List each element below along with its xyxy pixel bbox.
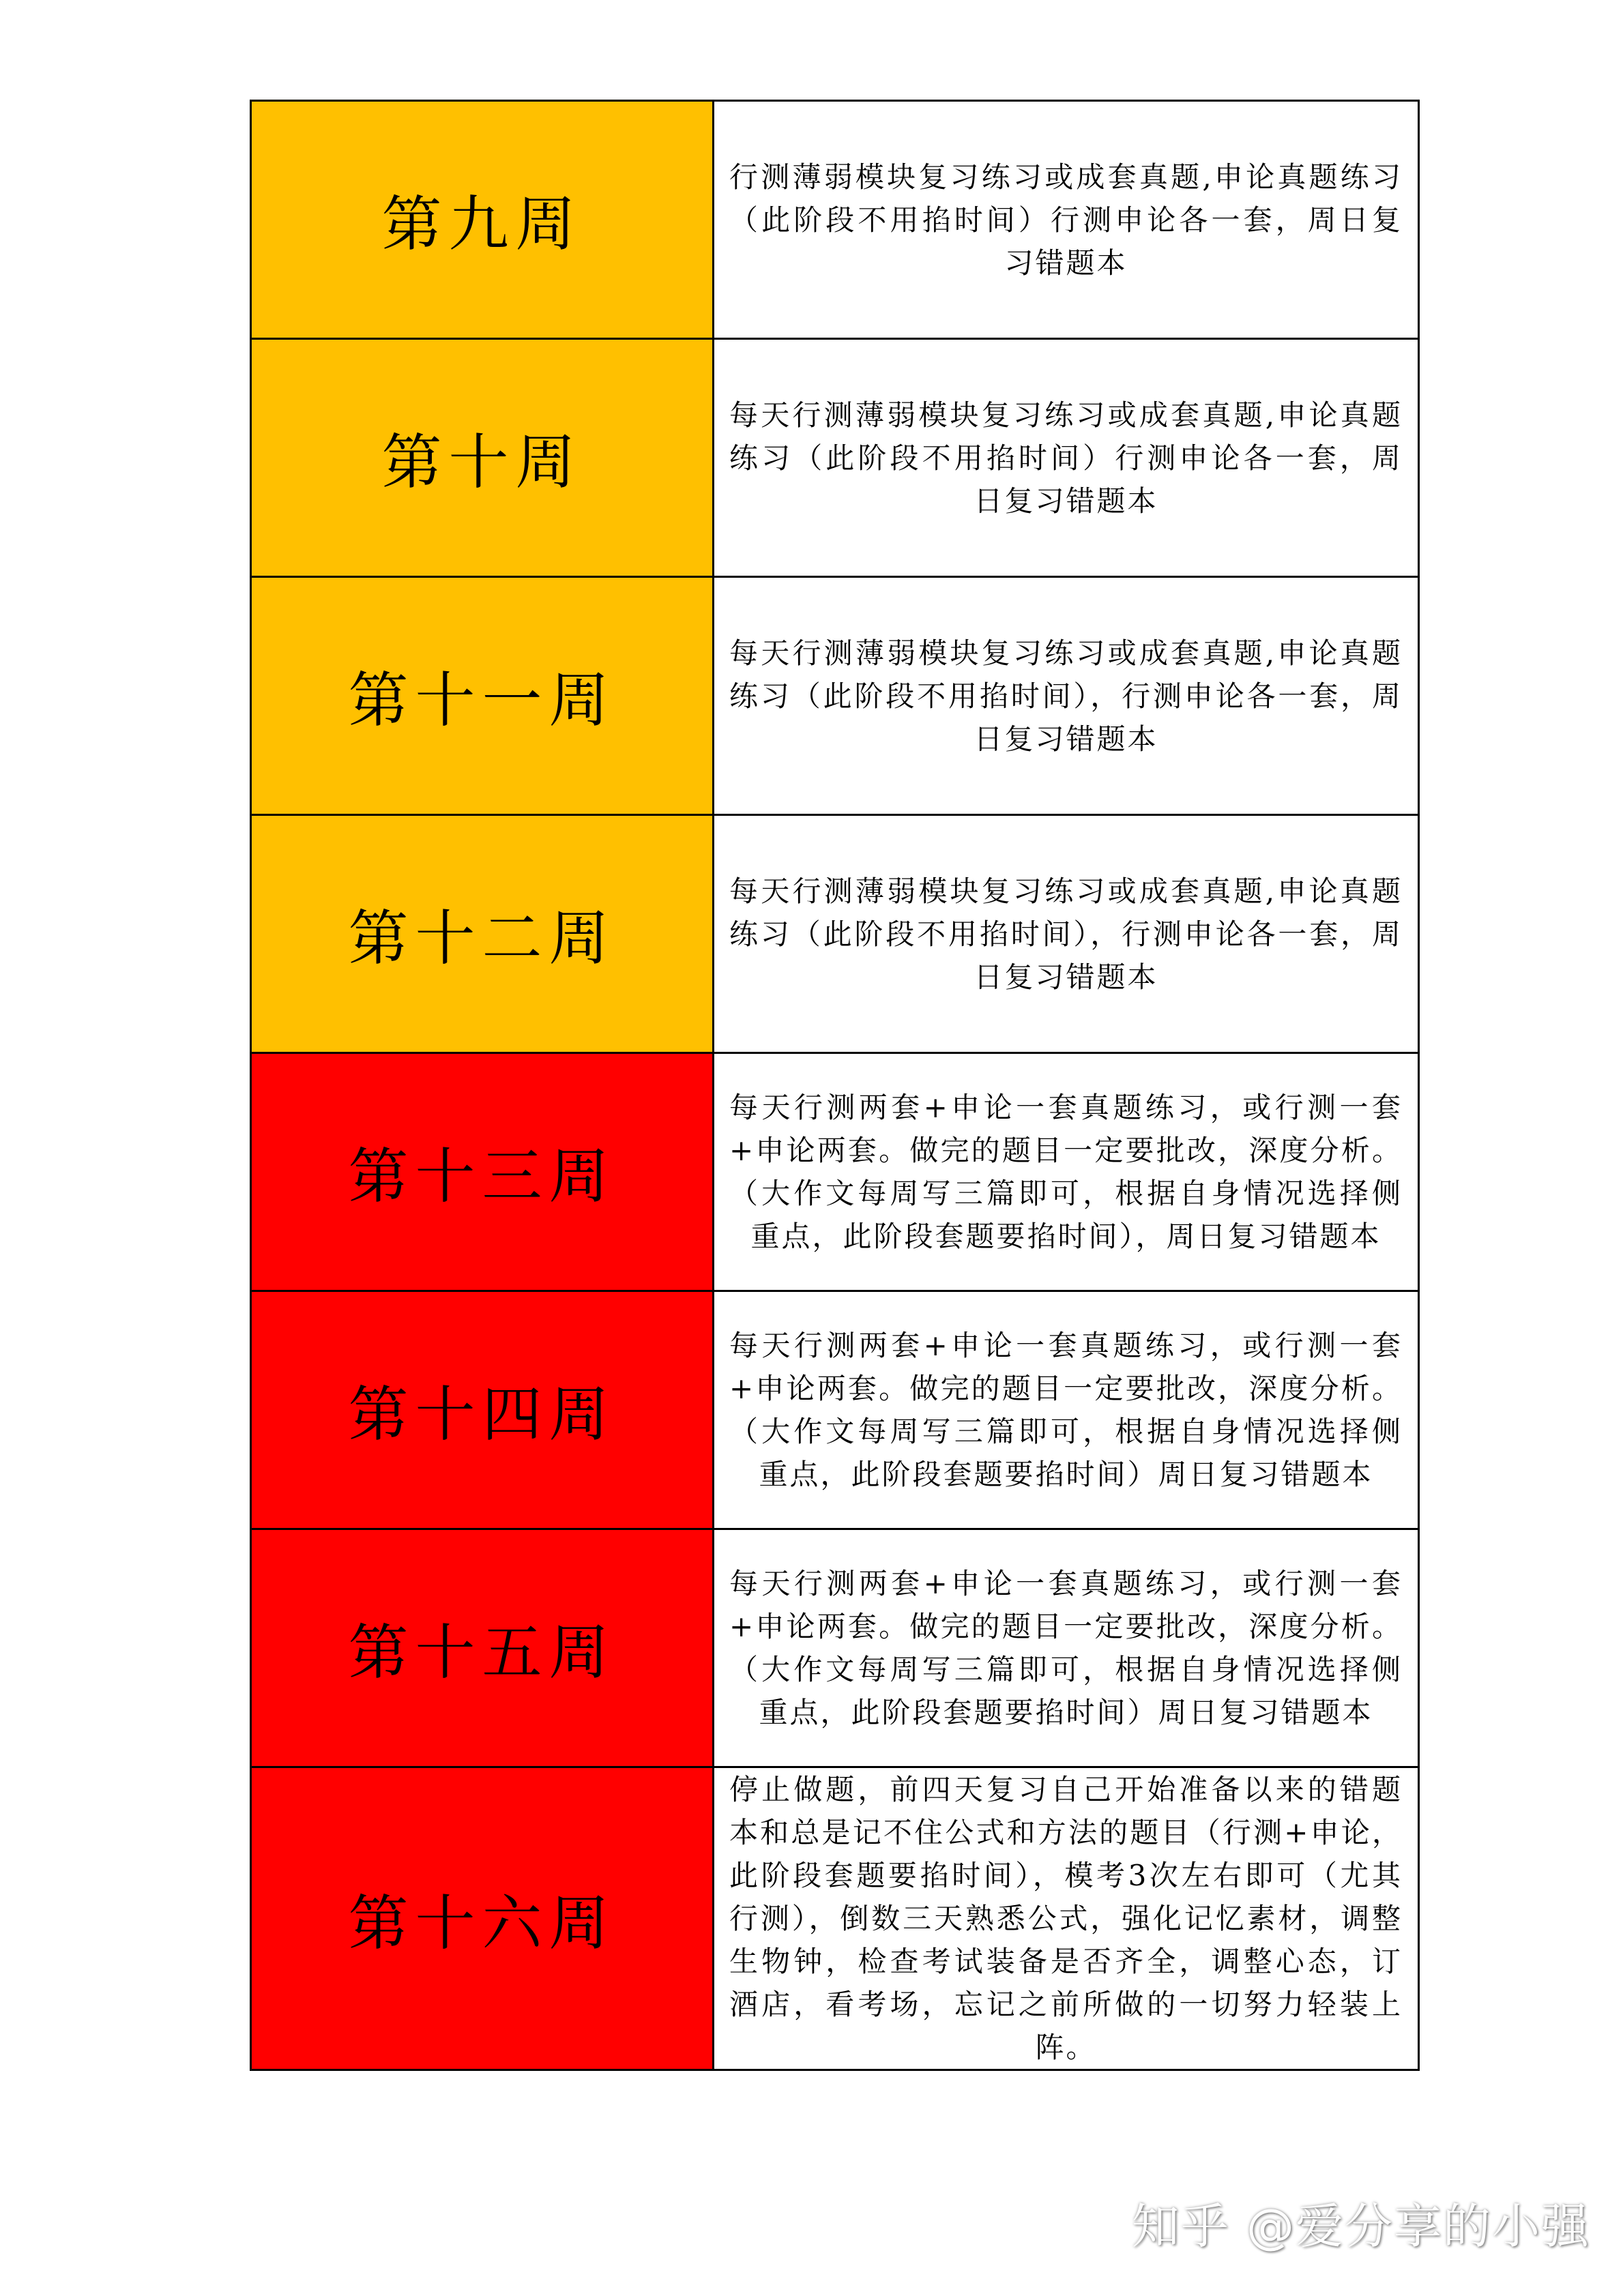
- table-row: [251, 815, 1419, 1053]
- week-label: 第十一周: [251, 577, 714, 815]
- plan-text: 每天行测薄弱模块复习练习或成套真题,申论真题练习（此阶段不用掐时间），行测申论各一套，周日复习错题本: [714, 577, 1419, 815]
- schedule-body: [251, 101, 1419, 2070]
- table-row: [251, 339, 1419, 577]
- table-row: [251, 577, 1419, 815]
- table-row: [251, 1291, 1419, 1529]
- plan-text: 停止做题，前四天复习自己开始准备以来的错题本和总是记不住公式和方法的题目（行测+申论，此阶段套题要掐时间），模考3次左右即可（尤其行测），倒数三天熟悉公式，强化记忆素材，调整生物钟，检查考试装备是否齐全，调整心态，订酒店，看考场，忘记之前所做的一切努力轻装上阵。: [714, 1767, 1419, 2070]
- study-schedule-table: [250, 100, 1420, 2071]
- week-label: 第九周: [251, 101, 714, 339]
- week-label: 第十周: [251, 339, 714, 577]
- week-label: 第十二周: [251, 815, 714, 1053]
- week-label: 第十三周: [251, 1053, 714, 1291]
- table-row: [251, 101, 1419, 339]
- plan-text: 每天行测薄弱模块复习练习或成套真题,申论真题练习（此阶段不用掐时间），行测申论各一套，周日复习错题本: [714, 815, 1419, 1053]
- week-label: 第十六周: [251, 1767, 714, 2070]
- watermark: 知乎 @爱分享的小强: [1131, 2198, 1590, 2254]
- table-row: [251, 1529, 1419, 1767]
- week-label: 第十四周: [251, 1291, 714, 1529]
- plan-text: 行测薄弱模块复习练习或成套真题,申论真题练习（此阶段不用掐时间）行测申论各一套，周日复习错题本: [714, 101, 1419, 339]
- plan-text: 每天行测薄弱模块复习练习或成套真题,申论真题练习（此阶段不用掐时间）行测申论各一套，周日复习错题本: [714, 339, 1419, 577]
- table-row: [251, 1767, 1419, 2070]
- plan-text: 每天行测两套+申论一套真题练习，或行测一套+申论两套。做完的题目一定要批改，深度分析。（大作文每周写三篇即可，根据自身情况选择侧重点，此阶段套题要掐时间）周日复习错题本: [714, 1529, 1419, 1767]
- week-label: 第十五周: [251, 1529, 714, 1767]
- plan-text: 每天行测两套+申论一套真题练习，或行测一套+申论两套。做完的题目一定要批改，深度分析。（大作文每周写三篇即可，根据自身情况选择侧重点，此阶段套题要掐时间），周日复习错题本: [714, 1053, 1419, 1291]
- plan-text: 每天行测两套+申论一套真题练习，或行测一套+申论两套。做完的题目一定要批改，深度分析。（大作文每周写三篇即可，根据自身情况选择侧重点，此阶段套题要掐时间）周日复习错题本: [714, 1291, 1419, 1529]
- table-row: [251, 1053, 1419, 1291]
